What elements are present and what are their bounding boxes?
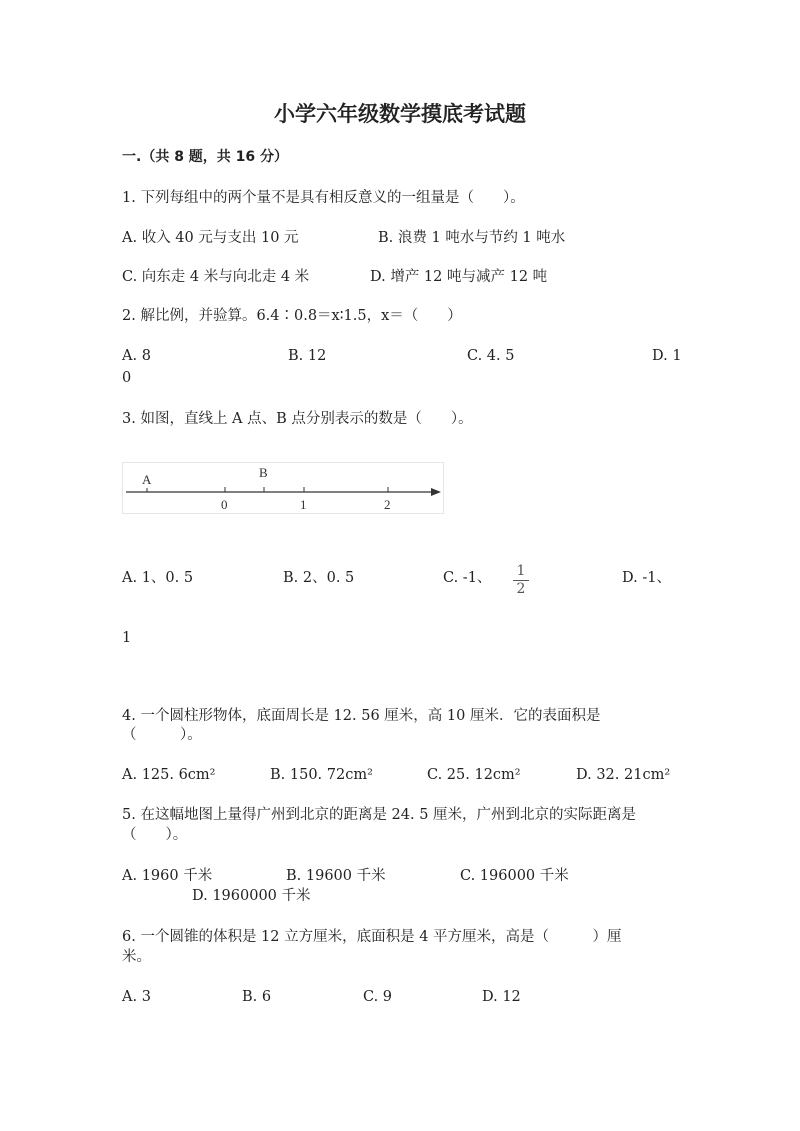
question-5-option-c: C. 196000 千米 bbox=[460, 868, 569, 884]
question-5-stem-wrap: （ ）。 bbox=[122, 827, 188, 843]
question-2-stem: 2. 解比例，并验算。6.4∶0.8＝x∶1.5，x＝（ ） bbox=[122, 308, 462, 324]
question-4-option-b: B. 150. 72cm² bbox=[270, 767, 373, 783]
question-3-option-b: B. 2、0. 5 bbox=[283, 570, 355, 586]
question-4-option-a: A. 125. 6cm² bbox=[122, 767, 216, 783]
question-2-option-b: B. 12 bbox=[288, 348, 327, 364]
question-6-option-b: B. 6 bbox=[242, 989, 272, 1005]
number-line-figure bbox=[122, 462, 444, 514]
question-2-option-d: D. 1 bbox=[652, 348, 682, 364]
tick-1-label: 1 bbox=[300, 497, 307, 512]
question-5-option-b: B. 19600 千米 bbox=[286, 868, 386, 884]
question-3-option-c-fraction bbox=[513, 564, 529, 597]
point-a-label: A bbox=[142, 472, 152, 487]
fraction-numerator: 1 bbox=[516, 563, 526, 579]
question-3-option-a: A. 1、0. 5 bbox=[122, 570, 194, 586]
question-1-stem: 1. 下列每组中的两个量不是具有相反意义的一组量是（ ）。 bbox=[122, 190, 525, 206]
question-3-option-c: C. -1、 bbox=[443, 570, 492, 586]
page-title: 小学六年级数学摸底考试题 bbox=[274, 102, 526, 126]
section-heading: 一.（共 8 题，共 16 分） bbox=[122, 149, 289, 165]
question-2-option-c: C. 4. 5 bbox=[467, 348, 515, 364]
arrow-right-icon bbox=[431, 488, 441, 496]
question-3-option-d: D. -1、 bbox=[622, 570, 671, 586]
question-1-option-c: C. 向东走 4 米与向北走 4 米 bbox=[122, 269, 310, 285]
question-5-option-a: A. 1960 千米 bbox=[122, 868, 213, 884]
question-5-stem: 5. 在这幅地图上量得广州到北京的距离是 24. 5 厘米，广州到北京的实际距离是 bbox=[122, 807, 637, 823]
question-5-option-d: D. 1960000 千米 bbox=[192, 888, 311, 904]
question-2-option-d-wrap: 0 bbox=[122, 370, 132, 386]
tick-2-label: 2 bbox=[384, 497, 391, 512]
question-6-option-c: C. 9 bbox=[363, 989, 393, 1005]
question-2-option-a: A. 8 bbox=[122, 348, 151, 364]
question-6-option-a: A. 3 bbox=[122, 989, 151, 1005]
question-6-option-d: D. 12 bbox=[482, 989, 521, 1005]
question-1-option-a: A. 收入 40 元与支出 10 元 bbox=[122, 230, 299, 246]
question-1-option-d: D. 增产 12 吨与减产 12 吨 bbox=[370, 269, 548, 285]
question-6-stem-wrap: 米。 bbox=[122, 949, 151, 965]
point-b-label: B bbox=[259, 465, 268, 480]
question-1-option-b: B. 浪费 1 吨水与节约 1 吨水 bbox=[378, 230, 566, 246]
question-6-stem: 6. 一个圆锥的体积是 12 立方厘米，底面积是 4 平方厘米，高是（ ）厘 bbox=[122, 929, 622, 945]
question-3-option-d-wrap: 1 bbox=[122, 630, 132, 646]
question-3-stem: 3. 如图，直线上 A 点、B 点分别表示的数是（ ）。 bbox=[122, 411, 473, 427]
number-line-svg bbox=[123, 463, 443, 513]
tick-0-label: 0 bbox=[221, 497, 228, 512]
question-4-option-d: D. 32. 21cm² bbox=[576, 767, 671, 783]
fraction-denominator: 2 bbox=[516, 581, 526, 597]
question-4-stem: 4. 一个圆柱形物体，底面周长是 12. 56 厘米，高 10 厘米．它的表面积是 bbox=[122, 708, 601, 724]
question-4-option-c: C. 25. 12cm² bbox=[427, 767, 521, 783]
question-4-stem-wrap: （ ）。 bbox=[122, 727, 202, 743]
